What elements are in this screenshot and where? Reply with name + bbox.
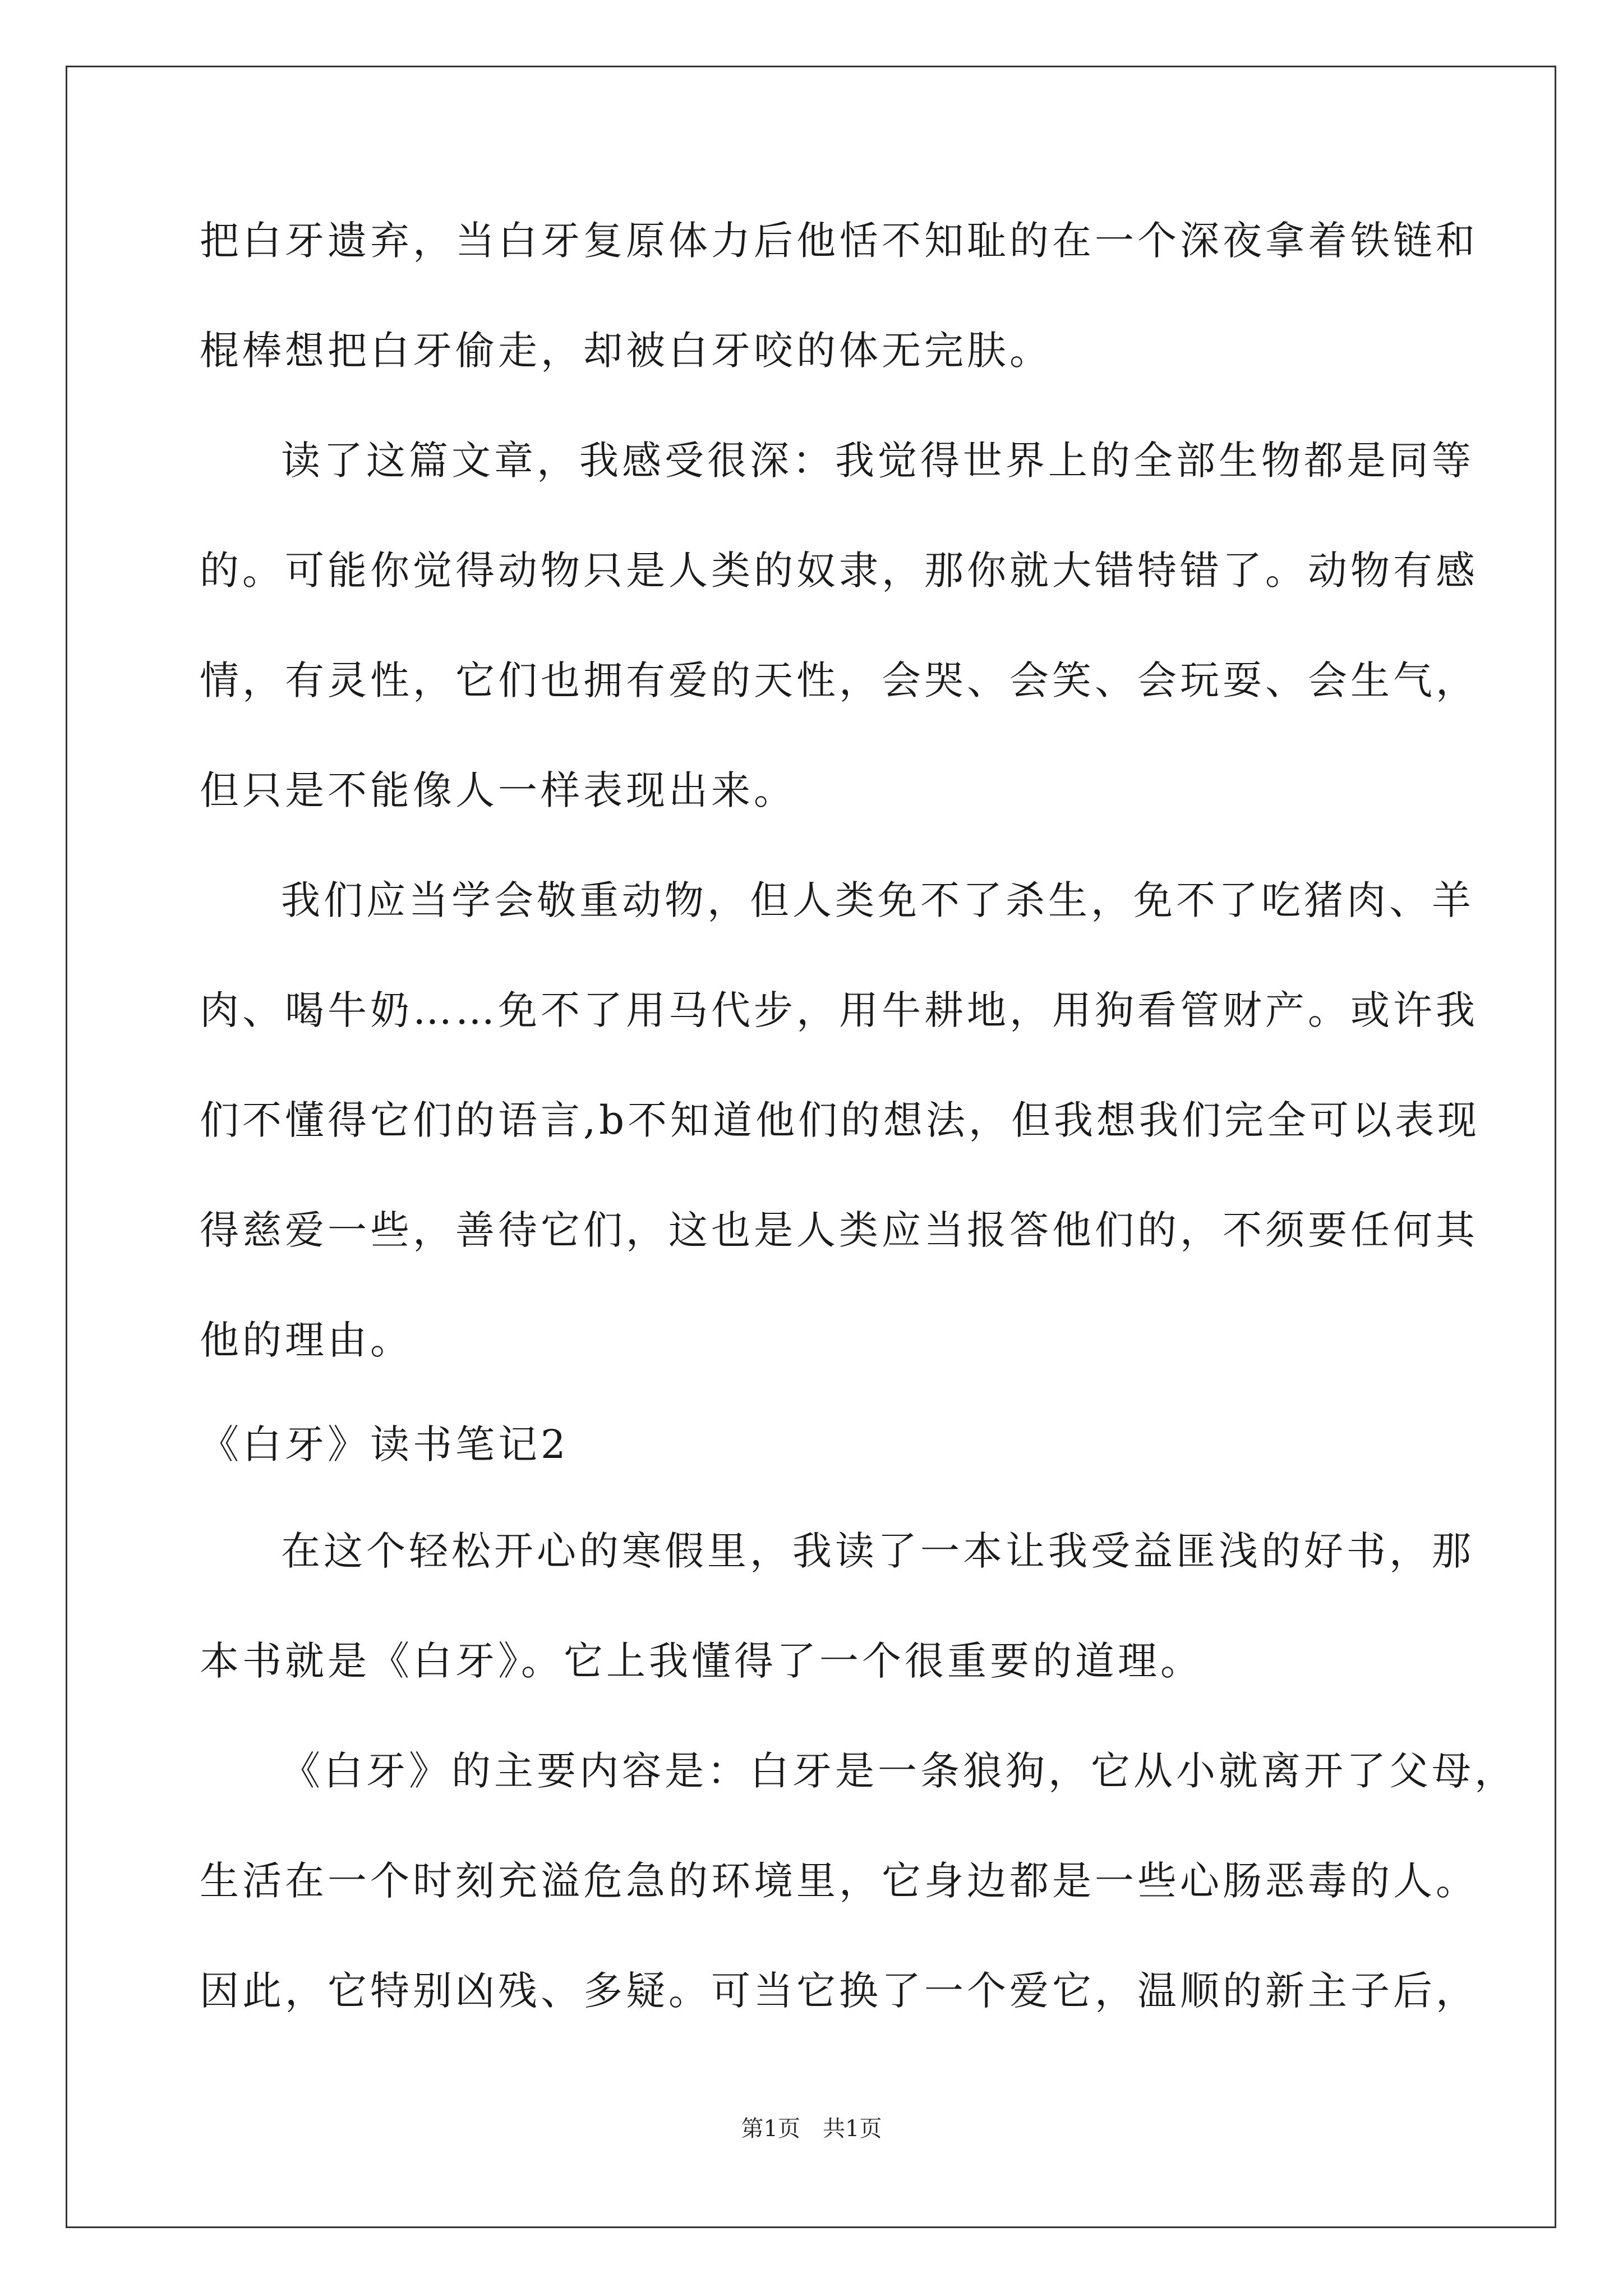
text-line: 把白牙遗弃，当白牙复原体力后他恬不知耻的在一个深夜拿着铁链和	[200, 218, 1478, 264]
text-line: 读了这篇文章，我感受很深：我觉得世界上的全部生物都是同等	[281, 438, 1474, 484]
text-line: 们不懂得它们的语言,b不知道他们的想法，但我想我们完全可以表现	[200, 1097, 1481, 1143]
text-line: 他的理由。	[200, 1317, 413, 1363]
text-line: 的。可能你觉得动物只是人类的奴隶，那你就大错特错了。动物有感	[200, 547, 1478, 593]
text-line: 情，有灵性，它们也拥有爱的天性，会哭、会笑、会玩耍、会生气，	[200, 657, 1478, 703]
page-footer: 第1页 共1页	[741, 2116, 882, 2142]
text-line: 我们应当学会敬重动物，但人类免不了杀生，免不了吃猪肉、羊	[281, 877, 1474, 923]
text-line: 但只是不能像人一样表现出来。	[200, 767, 796, 813]
text-line: 《白牙》的主要内容是：白牙是一条狼狗，它从小就离开了父母，	[281, 1748, 1517, 1794]
text-line: 棍棒想把白牙偷走，却被白牙咬的体无完肤。	[200, 328, 1052, 374]
text-line: 得慈爱一些，善待它们，这也是人类应当报答他们的，不须要任何其	[200, 1207, 1478, 1253]
text-line: 因此，它特别凶残、多疑。可当它换了一个爱它，温顺的新主子后，	[200, 1968, 1478, 2014]
text-line: 本书就是《白牙》。它上我懂得了一个很重要的道理。	[200, 1638, 1203, 1684]
text-line: 生活在一个时刻充溢危急的环境里，它身边都是一些心肠恶毒的人。	[200, 1858, 1478, 1904]
text-line: 在这个轻松开心的寒假里，我读了一本让我受益匪浅的好书，那	[281, 1528, 1474, 1574]
text-line: 肉、喝牛奶……免不了用马代步，用牛耕地，用狗看管财产。或许我	[200, 987, 1478, 1033]
section-heading: 《白牙》读书笔记2	[200, 1421, 569, 1467]
